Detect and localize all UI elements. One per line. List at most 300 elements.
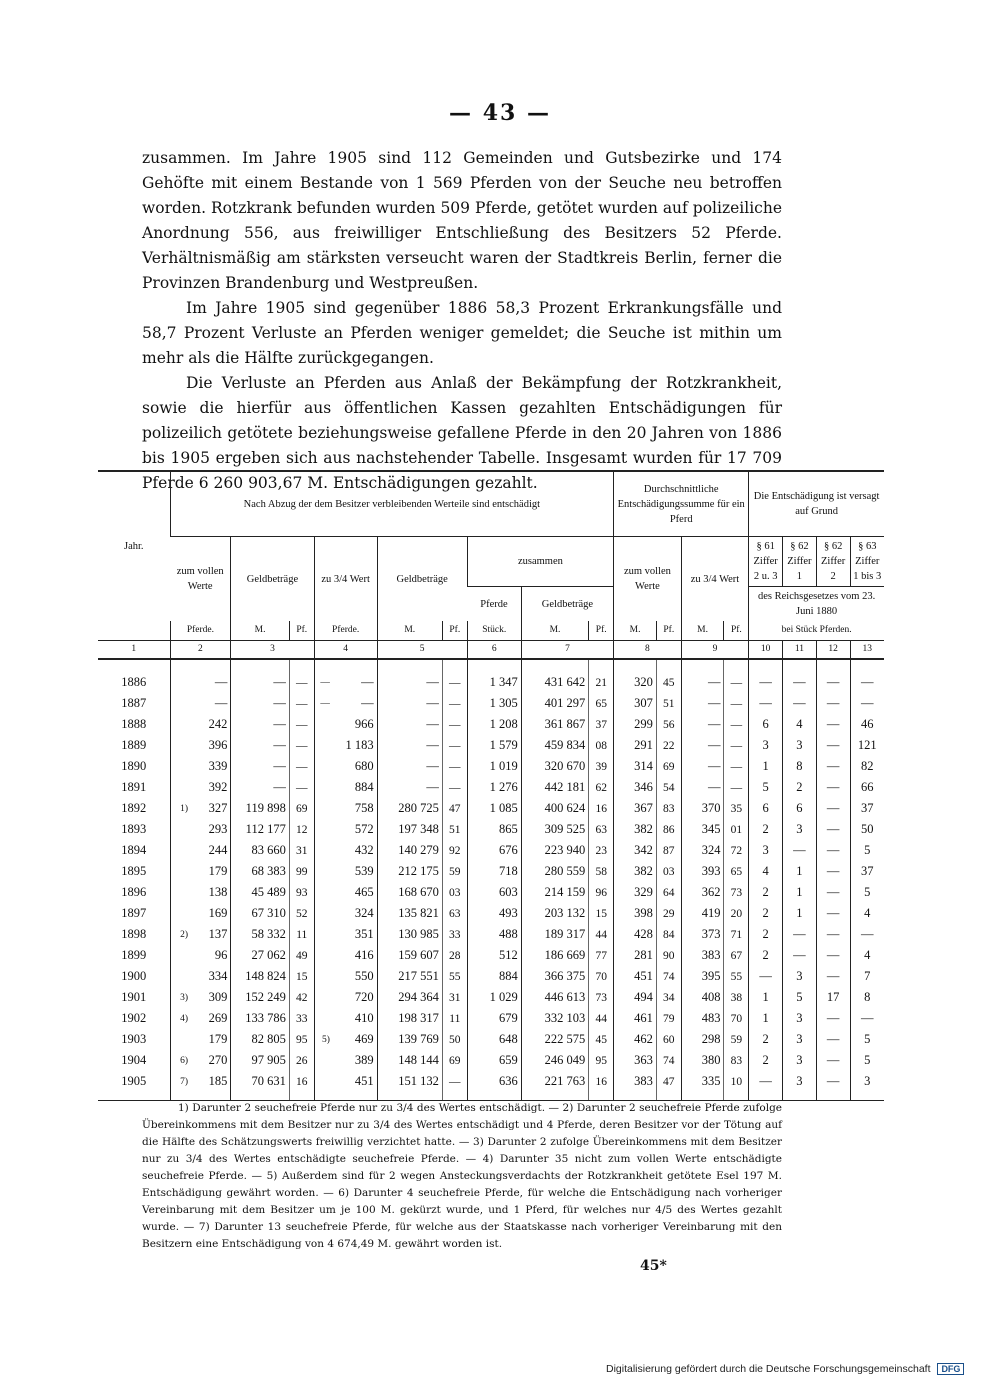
- colnum-9: 9: [681, 641, 749, 660]
- table-cell: 83: [724, 1050, 749, 1071]
- table-cell: [314, 819, 330, 840]
- table-row: [98, 777, 884, 798]
- table-cell: 324: [681, 840, 724, 861]
- table-cell: 152 249: [231, 987, 290, 1008]
- table-cell: 97 905: [231, 1050, 290, 1071]
- table-cell: 151 132: [377, 1071, 442, 1101]
- colnum-4: 4: [314, 641, 377, 660]
- table-cell: 373: [681, 924, 724, 945]
- table-cell: [170, 756, 188, 777]
- table-cell: 398: [614, 903, 657, 924]
- table-cell: 408: [681, 987, 724, 1008]
- table-cell: 121: [850, 735, 884, 756]
- header-jahr: Jahr.: [98, 471, 170, 621]
- table-cell: —: [231, 777, 290, 798]
- table-cell: 44: [589, 924, 614, 945]
- colnum-6: 6: [467, 641, 521, 660]
- table-cell: 17: [816, 987, 850, 1008]
- table-cell: 22: [656, 735, 681, 756]
- table-cell: 70: [724, 1008, 749, 1029]
- table-cell: 185: [188, 1071, 231, 1101]
- table-cell: 461: [614, 1008, 657, 1029]
- cell-year: 1890: [121, 759, 147, 773]
- table-cell: 2: [749, 945, 783, 966]
- table-cell: 346: [614, 777, 657, 798]
- table-cell: 92: [442, 840, 467, 861]
- table-cell: [314, 924, 330, 945]
- table-cell: —: [724, 714, 749, 735]
- table-cell: 69: [442, 1050, 467, 1071]
- table-cell: 469: [354, 1032, 374, 1046]
- table-row: [98, 1050, 884, 1071]
- table-cell: 1: [783, 882, 817, 903]
- table-cell: —: [377, 714, 442, 735]
- table-cell: —: [783, 659, 817, 693]
- table-cell: 15: [589, 903, 614, 924]
- table-cell: 68 383: [231, 861, 290, 882]
- table-cell: —: [816, 861, 850, 882]
- intro-paragraph-2: Im Jahre 1905 sind gegenüber 1886 58,3 Prozent Erkrankungsfälle und 58,7 Prozent Verluste an Pferden weniger gemeldet; die Seuche ist mithin um mehr als die Hälfte zurückgegangen.: [142, 299, 782, 367]
- table-cell: 37: [589, 714, 614, 735]
- table-cell: —: [749, 659, 783, 693]
- table-cell: 400 624: [521, 798, 589, 819]
- table-row: [98, 756, 884, 777]
- table-cell: 309 525: [521, 819, 589, 840]
- table-cell: —: [681, 735, 724, 756]
- cell-year: 1902: [121, 1011, 147, 1025]
- sheet-signature: 45*: [640, 1258, 667, 1274]
- table-cell: 1 276: [467, 777, 521, 798]
- colnum-11: 11: [783, 641, 817, 660]
- table-cell: 1 019: [467, 756, 521, 777]
- table-cell: —: [361, 696, 374, 710]
- table-cell: [314, 1008, 330, 1029]
- table-cell: 442 181: [521, 777, 589, 798]
- table-cell: 483: [681, 1008, 724, 1029]
- table-cell: —: [681, 659, 724, 693]
- table-cell: 8: [850, 987, 884, 1008]
- table-cell: 221 763: [521, 1071, 589, 1101]
- table-cell: 63: [442, 903, 467, 924]
- table-cell: 65: [724, 861, 749, 882]
- table-cell: 212 175: [377, 861, 442, 882]
- table-cell: 46: [850, 714, 884, 735]
- table-cell: 3: [749, 840, 783, 861]
- table-cell: 10: [724, 1071, 749, 1101]
- table-cell: 33: [442, 924, 467, 945]
- table-cell: 135 821: [377, 903, 442, 924]
- table-cell: 1 085: [467, 798, 521, 819]
- table-row: [98, 819, 884, 840]
- table-cell: 1 579: [467, 735, 521, 756]
- table-cell: 47: [442, 798, 467, 819]
- table-cell: [170, 840, 188, 861]
- unit-pf-3: Pf.: [589, 621, 614, 641]
- table-cell: 367: [614, 798, 657, 819]
- header-paragraph-62-1: § 62 Ziffer 1: [783, 537, 817, 587]
- table-cell: [314, 1050, 330, 1071]
- header-zusammen: zusammen: [467, 537, 613, 587]
- table-cell: 5: [850, 1029, 884, 1050]
- table-cell: 5: [749, 777, 783, 798]
- table-cell: 383: [681, 945, 724, 966]
- table-cell: 67: [724, 945, 749, 966]
- table-cell: 3: [783, 1071, 817, 1101]
- cell-year: 1897: [121, 906, 147, 920]
- table-cell: [170, 861, 188, 882]
- table-cell: 31: [442, 987, 467, 1008]
- table-cell: [314, 840, 330, 861]
- header-pferde: Pferde: [467, 587, 521, 622]
- table-cell: —: [289, 756, 314, 777]
- table-cell: 679: [467, 1008, 521, 1029]
- table-cell: —: [783, 840, 817, 861]
- table-cell: 203 132: [521, 903, 589, 924]
- table-cell: 7: [850, 966, 884, 987]
- table-cell: 432: [354, 843, 374, 857]
- table-cell: 03: [442, 882, 467, 903]
- header-avg-34: zu 3/4 Wert: [681, 537, 749, 622]
- table-cell: 5): [314, 1029, 330, 1050]
- table-cell: 59: [442, 861, 467, 882]
- table-cell: 50: [442, 1029, 467, 1050]
- table-cell: 680: [354, 759, 374, 773]
- table-cell: —: [681, 693, 724, 714]
- table-cell: 45: [589, 1029, 614, 1050]
- table-cell: 21: [589, 659, 614, 693]
- table-cell: —: [816, 945, 850, 966]
- table-cell: 4): [170, 1008, 188, 1029]
- cell-year: 1896: [121, 885, 147, 899]
- table-cell: 8: [783, 756, 817, 777]
- cell-year: 1888: [121, 717, 147, 731]
- table-cell: —: [816, 966, 850, 987]
- table-cell: 03: [656, 861, 681, 882]
- table-cell: 197 348: [377, 819, 442, 840]
- table-cell: 39: [589, 756, 614, 777]
- table-cell: —: [816, 1050, 850, 1071]
- table-cell: 73: [724, 882, 749, 903]
- table-cell: —: [377, 735, 442, 756]
- table-cell: 189 317: [521, 924, 589, 945]
- colnum-10: 10: [749, 641, 783, 660]
- table-cell: 1): [170, 798, 188, 819]
- table-cell: 314: [614, 756, 657, 777]
- table-cell: 345: [681, 819, 724, 840]
- table-cell: [314, 903, 330, 924]
- table-cell: 758: [354, 801, 374, 815]
- intro-paragraph-3: Die Verluste an Pferden aus Anlaß der Bekämpfung der Rotzkrankheit, sowie die hierfür aus öffentlichen Kassen gezahlten Entschädigungen für polizeilich getötete beziehungsweise gefallene Pferde in den 20 Jahren von 1886 bis 1905 ergeben sich aus nachstehender Tabelle. Insgesamt wurden für 17 709 Pferde 6 260 903,67 M. Entschädigungen gezahlt.: [142, 374, 782, 492]
- table-cell: 66: [850, 777, 884, 798]
- table-cell: 08: [589, 735, 614, 756]
- table-row: [98, 882, 884, 903]
- table-cell: —: [749, 966, 783, 987]
- header-group-refused: Die Entschädigung ist versagt auf Grund: [749, 471, 884, 537]
- table-cell: —: [816, 1071, 850, 1101]
- table-cell: —: [724, 777, 749, 798]
- table-cell: 451: [330, 1071, 377, 1101]
- table-cell: —: [724, 756, 749, 777]
- table-cell: 27 062: [231, 945, 290, 966]
- cell-year: 1891: [121, 780, 147, 794]
- header-zu-drei-viertel-wert: zu 3/4 Wert: [314, 537, 377, 622]
- table-cell: 4: [749, 861, 783, 882]
- table-cell: [170, 882, 188, 903]
- table-cell: —: [816, 735, 850, 756]
- table-cell: —: [314, 659, 330, 693]
- table-cell: 3): [170, 987, 188, 1008]
- table-cell: 3: [783, 966, 817, 987]
- table-cell: 299: [614, 714, 657, 735]
- table-cell: 42: [289, 987, 314, 1008]
- table-cell: 83 660: [231, 840, 290, 861]
- table-cell: 395: [681, 966, 724, 987]
- table-cell: 462: [614, 1029, 657, 1050]
- table-cell: 179: [208, 1032, 228, 1046]
- colnum-7: 7: [521, 641, 613, 660]
- table-cell: —: [231, 756, 290, 777]
- table-cell: 112 177: [231, 819, 290, 840]
- table-cell: —: [377, 777, 442, 798]
- table-cell: 246 049: [521, 1050, 589, 1071]
- table-cell: 83: [656, 798, 681, 819]
- table-cell: 4: [783, 714, 817, 735]
- cell-year: 1887: [121, 696, 147, 710]
- table-cell: 659: [467, 1050, 521, 1071]
- table-cell: 70 631: [231, 1071, 290, 1101]
- unit-pf-5: Pf.: [724, 621, 749, 641]
- table-cell: 884: [467, 966, 521, 987]
- table-cell: 55: [442, 966, 467, 987]
- intro-paragraph-1: zusammen. Im Jahre 1905 sind 112 Gemeinden und Gutsbezirke und 174 Gehöfte mit einem Bestande von 1 569 Pferden von der Seuche neu betroffen worden. Rotzkrank befunden wurden 509 Pferde, getötet wurden auf polizeiliche Anordnung 556, aus freiwilliger Entschließung des Besitzers 52 Pferde. Verhältnismäßig am stärksten verseucht waren der Stadtkreis Berlin, ferner die Provinzen Brandenburg und Westpreußen.: [142, 149, 782, 292]
- table-cell: —: [289, 735, 314, 756]
- table-cell: 363: [614, 1050, 657, 1071]
- table-cell: —: [681, 714, 724, 735]
- table-cell: 342: [614, 840, 657, 861]
- table-cell: 133 786: [231, 1008, 290, 1029]
- table-cell: [314, 714, 330, 735]
- table-cell: 6: [783, 798, 817, 819]
- table-cell: 493: [467, 903, 521, 924]
- table-row: [98, 714, 884, 735]
- table-cell: —: [377, 693, 442, 714]
- table-cell: [170, 693, 188, 714]
- footnotes: [142, 1100, 782, 1253]
- table-cell: 138: [208, 885, 228, 899]
- table-cell: —: [816, 659, 850, 693]
- table-cell: —: [314, 693, 330, 714]
- table-cell: 465: [354, 885, 374, 899]
- table-cell: 419: [681, 903, 724, 924]
- table-cell: 79: [656, 1008, 681, 1029]
- table-row: [98, 735, 884, 756]
- table-cell: [314, 735, 330, 756]
- table-cell: [314, 777, 330, 798]
- table-cell: 223 940: [521, 840, 589, 861]
- table-cell: —: [442, 1071, 467, 1101]
- table-cell: 5: [850, 882, 884, 903]
- table-cell: 392: [208, 780, 228, 794]
- table-cell: 64: [656, 882, 681, 903]
- table-cell: 23: [589, 840, 614, 861]
- table-cell: 676: [467, 840, 521, 861]
- table-cell: 332 103: [521, 1008, 589, 1029]
- table-cell: 270: [208, 1053, 228, 1067]
- table-cell: 198 317: [377, 1008, 442, 1029]
- table-cell: 401 297: [521, 693, 589, 714]
- table-cell: 82: [850, 756, 884, 777]
- table-cell: 3: [783, 1050, 817, 1071]
- cell-year: 1899: [121, 948, 147, 962]
- table-row: [98, 1071, 884, 1101]
- table-cell: 2: [749, 819, 783, 840]
- table-cell: 71: [724, 924, 749, 945]
- table-cell: 3: [783, 819, 817, 840]
- table-cell: 361 867: [521, 714, 589, 735]
- table-cell: 3: [783, 1029, 817, 1050]
- table-row: [98, 798, 884, 819]
- header-geldbetraege: Geldbeträge: [231, 537, 314, 622]
- table-cell: 01: [724, 819, 749, 840]
- table-cell: 214 159: [521, 882, 589, 903]
- table-cell: 5: [783, 987, 817, 1008]
- table-cell: 28: [442, 945, 467, 966]
- table-cell: 383: [614, 1071, 657, 1101]
- table-cell: [314, 987, 330, 1008]
- table-cell: 494: [614, 987, 657, 1008]
- table-cell: —: [377, 659, 442, 693]
- table-cell: 217 551: [377, 966, 442, 987]
- table-cell: 718: [467, 861, 521, 882]
- table-cell: 512: [467, 945, 521, 966]
- table-row: [98, 987, 884, 1008]
- table-cell: —: [289, 777, 314, 798]
- table-cell: 6: [749, 798, 783, 819]
- cell-year: 1886: [121, 675, 147, 689]
- table-cell: —: [442, 714, 467, 735]
- table-cell: —: [816, 693, 850, 714]
- table-cell: 137: [208, 927, 228, 941]
- unit-m: M.: [231, 621, 290, 641]
- cell-year: 1901: [121, 990, 147, 1004]
- table-cell: —: [816, 756, 850, 777]
- table-cell: 16: [589, 798, 614, 819]
- table-cell: [170, 903, 188, 924]
- table-cell: —: [442, 777, 467, 798]
- table-cell: [170, 945, 188, 966]
- colnum-2: 2: [170, 641, 231, 660]
- table-cell: —: [681, 756, 724, 777]
- table-cell: 1: [749, 756, 783, 777]
- table-cell: —: [816, 777, 850, 798]
- table-cell: 168 670: [377, 882, 442, 903]
- table-cell: 370: [681, 798, 724, 819]
- unit-pf-4: Pf.: [656, 621, 681, 641]
- unit-m-4: M.: [614, 621, 657, 641]
- table-cell: 52: [289, 903, 314, 924]
- table-cell: 294 364: [377, 987, 442, 1008]
- table-cell: —: [850, 659, 884, 693]
- table-cell: 2: [749, 1029, 783, 1050]
- cell-year: 1900: [121, 969, 147, 983]
- table-cell: 550: [354, 969, 374, 983]
- table-cell: 140 279: [377, 840, 442, 861]
- table-body: [98, 659, 884, 1101]
- table-cell: 2: [783, 777, 817, 798]
- table-cell: 2: [749, 1050, 783, 1071]
- table-cell: —: [377, 756, 442, 777]
- header-reichsgesetz: des Reichsgesetzes vom 23. Juni 1880: [749, 587, 884, 622]
- table-row: [98, 903, 884, 924]
- table-cell: 51: [442, 819, 467, 840]
- table-row: [98, 659, 884, 693]
- header-zum-vollen-werte: zum vollen Werte: [170, 537, 231, 622]
- digitization-footer: [606, 1363, 964, 1375]
- table-cell: 69: [289, 798, 314, 819]
- table-cell: 59: [724, 1029, 749, 1050]
- table-row: [98, 1008, 884, 1029]
- table-cell: 11: [289, 924, 314, 945]
- table-cell: —: [214, 675, 228, 689]
- table-cell: 636: [467, 1071, 521, 1101]
- header-paragraph-63: § 63 Ziffer 1 bis 3: [850, 537, 884, 587]
- table-cell: 82 805: [231, 1029, 290, 1050]
- table-cell: 3: [783, 735, 817, 756]
- table-cell: 73: [589, 987, 614, 1008]
- table-cell: 539: [354, 864, 374, 878]
- table-cell: —: [816, 819, 850, 840]
- table-cell: 320 670: [521, 756, 589, 777]
- table-cell: 179: [208, 864, 228, 878]
- table-cell: 269: [208, 1011, 228, 1025]
- table-cell: 50: [850, 819, 884, 840]
- table-cell: 884: [354, 780, 374, 794]
- table-cell: 119 898: [231, 798, 290, 819]
- table-cell: 4: [850, 945, 884, 966]
- table-cell: 222 575: [521, 1029, 589, 1050]
- table-cell: 96: [589, 882, 614, 903]
- table-cell: 6: [749, 714, 783, 735]
- table-cell: [314, 798, 330, 819]
- table-cell: 37: [850, 861, 884, 882]
- unit-pf: Pf.: [289, 621, 314, 641]
- table-cell: 35: [724, 798, 749, 819]
- table-cell: 148 144: [377, 1050, 442, 1071]
- table-cell: 31: [289, 840, 314, 861]
- cell-year: 1894: [121, 843, 147, 857]
- table-cell: 1 305: [467, 693, 521, 714]
- table-cell: 459 834: [521, 735, 589, 756]
- table-cell: 366 375: [521, 966, 589, 987]
- table-cell: 966: [354, 717, 374, 731]
- table-cell: 1 029: [467, 987, 521, 1008]
- colnum-8: 8: [614, 641, 682, 660]
- table-cell: 95: [289, 1029, 314, 1050]
- table-cell: 396: [208, 738, 228, 752]
- table-cell: 1: [783, 861, 817, 882]
- table-cell: —: [783, 924, 817, 945]
- table-cell: 298: [681, 1029, 724, 1050]
- table-cell: —: [214, 696, 228, 710]
- unit-pferde: Pferde.: [170, 621, 231, 641]
- table-cell: 72: [724, 840, 749, 861]
- table-cell: —: [289, 714, 314, 735]
- table-cell: 393: [681, 861, 724, 882]
- table-cell: 74: [656, 1050, 681, 1071]
- table-cell: 1: [749, 987, 783, 1008]
- unit-empty: [98, 621, 170, 641]
- table-cell: —: [816, 798, 850, 819]
